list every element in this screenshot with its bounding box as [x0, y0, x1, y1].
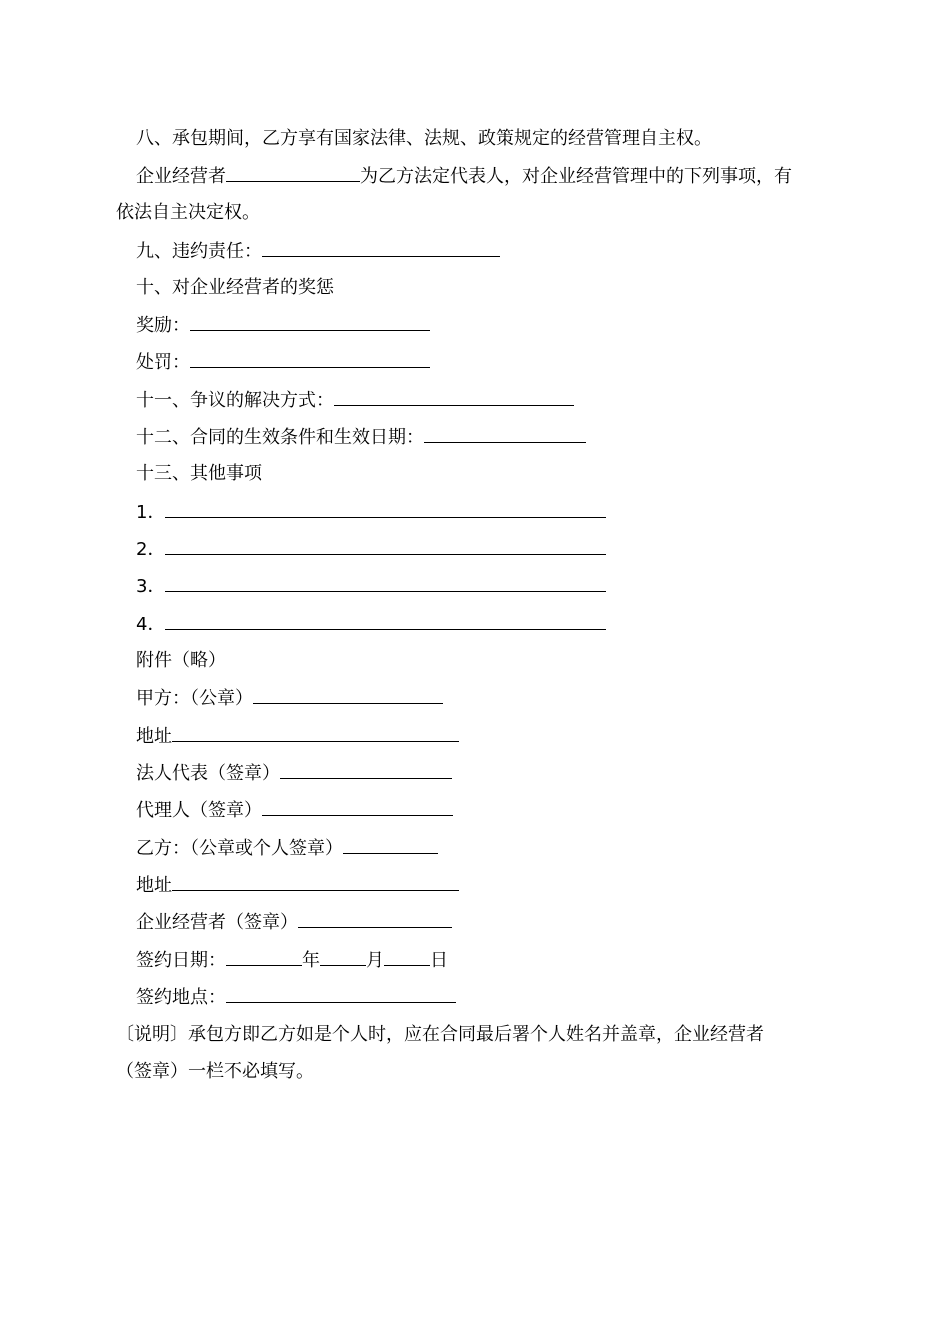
other-item-4: [136, 612, 606, 637]
year-label: 年: [302, 950, 320, 971]
note-text-1: 〔说明〕承包方即乙方如是个人时，应在合同最后署个人姓名并盖章，企业经营者: [116, 1024, 764, 1045]
operator-name-blank[interactable]: [226, 164, 360, 182]
reward-line: [136, 313, 430, 338]
address-a-label: 地址: [136, 726, 172, 747]
month-label: 月: [366, 950, 384, 971]
operator-sign-blank[interactable]: [298, 910, 452, 928]
address-b-label: 地址: [136, 875, 172, 896]
sign-place-label: 签约地点：: [136, 987, 226, 1008]
clause-8-text: 八、承包期间，乙方享有国家法律、法规、政策规定的经营管理自主权。: [136, 128, 712, 149]
month-blank[interactable]: [320, 948, 366, 966]
liability-blank[interactable]: [262, 239, 500, 257]
clause-8-continuation-text: 依法自主决定权。: [116, 202, 260, 223]
clause-10: [136, 276, 334, 300]
item-number: 1．: [136, 502, 166, 523]
operator-sign-label: 企业经营者（签章）: [136, 912, 298, 933]
note-text-2: （签章）一栏不必填写。: [116, 1061, 314, 1082]
reward-blank[interactable]: [190, 313, 430, 331]
clause-12-label: 十二、合同的生效条件和生效日期：: [136, 427, 424, 448]
clause-8-operator: [136, 164, 792, 189]
operator-clause-text: 为乙方法定代表人，对企业经营管理中的下列事项，有: [360, 166, 792, 187]
penalty-label: 处罚：: [136, 352, 190, 373]
legal-rep-line: [136, 761, 452, 786]
address-a-line: [136, 724, 459, 749]
note-line-1: [116, 1023, 764, 1047]
party-a-line: [136, 686, 443, 711]
clause-11-label: 十一、争议的解决方式：: [136, 390, 334, 411]
other-item-1: [136, 500, 606, 525]
party-b-blank[interactable]: [343, 836, 438, 854]
party-a-blank[interactable]: [253, 686, 443, 704]
party-b-line: [136, 836, 438, 861]
address-a-blank[interactable]: [172, 724, 459, 742]
note-line-2: [116, 1060, 314, 1084]
clause-8-continuation: [116, 201, 260, 225]
other-item-blank[interactable]: [165, 500, 606, 518]
item-number: 4．: [136, 614, 166, 635]
attachment-line: [136, 649, 226, 673]
party-b-label: 乙方：（公章或个人签章）: [136, 838, 343, 859]
operator-label: 企业经营者: [136, 166, 226, 187]
party-a-label: 甲方：（公章）: [136, 688, 253, 709]
other-item-blank[interactable]: [165, 537, 606, 555]
dispute-blank[interactable]: [334, 388, 574, 406]
clause-9-label: 九、违约责任：: [136, 241, 262, 262]
agent-line: [136, 798, 453, 823]
operator-sign-line: [136, 910, 452, 935]
other-item-3: [136, 574, 606, 599]
item-number: 2．: [136, 539, 166, 560]
penalty-blank[interactable]: [190, 350, 430, 368]
other-item-blank[interactable]: [165, 574, 606, 592]
sign-date-label: 签约日期：: [136, 950, 226, 971]
reward-label: 奖励：: [136, 315, 190, 336]
penalty-line: [136, 350, 430, 375]
sign-place-line: [136, 985, 456, 1010]
agent-label: 代理人（签章）: [136, 800, 262, 821]
legal-rep-label: 法人代表（签章）: [136, 763, 280, 784]
clause-11: [136, 388, 574, 413]
year-blank[interactable]: [226, 948, 302, 966]
day-label: 日: [430, 950, 448, 971]
other-item-2: [136, 537, 606, 562]
other-item-blank[interactable]: [165, 612, 606, 630]
attachment-text: 附件（略）: [136, 650, 226, 671]
sign-date-line: [136, 948, 448, 973]
effective-date-blank[interactable]: [424, 425, 586, 443]
sign-place-blank[interactable]: [226, 985, 456, 1003]
item-number: 3．: [136, 576, 166, 597]
address-b-line: [136, 873, 459, 898]
agent-blank[interactable]: [262, 798, 453, 816]
clause-13-title: 十三、其他事项: [136, 463, 262, 484]
clause-8: [136, 127, 712, 151]
legal-rep-blank[interactable]: [280, 761, 452, 779]
day-blank[interactable]: [384, 948, 430, 966]
clause-9: [136, 239, 500, 264]
clause-12: [136, 425, 586, 450]
address-b-blank[interactable]: [172, 873, 459, 891]
clause-10-title: 十、对企业经营者的奖惩: [136, 277, 334, 298]
clause-13: [136, 462, 262, 486]
